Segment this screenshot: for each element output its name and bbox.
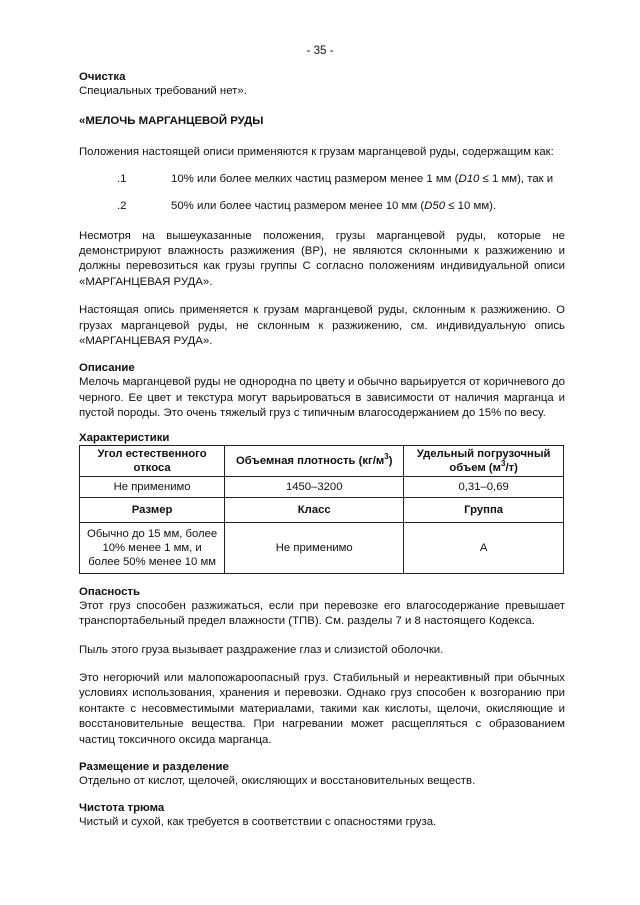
table-header-cell: Угол естественного откоса: [80, 445, 225, 476]
cleaning-heading: Очистка: [79, 71, 126, 83]
table-header-cell: Объемная плотность $(кг/м^3)$: [225, 445, 404, 476]
characteristics-table: [79, 445, 564, 574]
table-header-cell: Удельный погрузочный объем $(м^3/т)$: [404, 445, 564, 476]
list-item: [79, 172, 565, 187]
section-title: «МЕЛОЧЬ МАРГАНЦЕВОЙ РУДЫ: [79, 115, 264, 128]
table-header-row: [80, 497, 564, 522]
hazard-heading: Опасность: [79, 585, 141, 598]
description-heading: Описание: [79, 362, 135, 375]
table-cell: Не применимо: [80, 476, 225, 497]
table-header-cell: Класс: [225, 497, 404, 522]
page-number: - 35 -: [306, 45, 334, 57]
document-body: [79, 71, 565, 831]
table-cell: 1450–3200: [225, 476, 404, 497]
hold-cleanliness-text: Чистый и сухой, как требуется в соответствии с опасностями груза.: [79, 816, 437, 829]
table-row: [80, 522, 564, 573]
list-item-number: .1: [117, 172, 127, 185]
list-item-number: .2: [117, 200, 127, 213]
hazard-text-2: Пыль этого груза вызывает раздражение глаз и слизистой оболочки.: [79, 643, 444, 656]
list-item-text: 10% или более мелких частиц размером менее 1 мм (D10 ≤ 1 мм), так и: [171, 172, 554, 185]
cleaning-text: Специальных требований нет».: [79, 85, 247, 97]
table-header-row: [80, 445, 564, 476]
table-cell: А: [404, 522, 564, 573]
description-text: Мелочь марганцевой руды не однородна по цвету и обычно варьируется от коричневого до черного. Ее цвет и текстура могут варьироваться в зависимости от наличия марганца и пустой породы. Это очень тяжелый груз с типичным влагосодержанием до 15% по весу.: [79, 376, 565, 420]
stowage-text: Отдельно от кислот, щелочей, окисляющих и восстановительных веществ.: [79, 774, 476, 787]
table-cell: 0,31–0,69: [404, 476, 564, 497]
hold-cleanliness-heading: Чистота трюма: [79, 802, 165, 815]
characteristics-heading: Характеристики: [79, 431, 170, 444]
list-item: [79, 199, 565, 214]
paragraph-notwithstanding: Несмотря на вышеуказанные положения, грузы марганцевой руды, которые не демонстрируют влажность разжижения (ВР), не являются склонными к разжижению и должны перевозиться как грузы группы С согласно положениям индивидуальной описи «МАРГАНЦЕВАЯ РУДА».: [79, 229, 565, 288]
paragraph-applicability: Настоящая опись применяется к грузам марганцевой руды, склонным к разжижению. О грузах марганцевой руды, не склонным к разжижению, см. индивидуальную опись «МАРГАНЦЕВАЯ РУДА».: [79, 304, 565, 348]
table-header-cell: Размер: [80, 497, 225, 522]
table-row: [80, 476, 564, 497]
stowage-heading: Размещение и разделение: [79, 760, 229, 773]
hazard-text-3: Это негорючий или малопожароопасный груз. Стабильный и нереактивный при обычных условиях использования, хранения и перевозки. Однако груз способен к возгоранию при контакте с несовместимыми материалами, такими как кислоты, щелочи, окисляющие и восстановительные вещества. При нагревании может расщепляться с образованием частиц токсичного оксида марганца.: [79, 671, 565, 746]
intro-paragraph: Положения настоящей описи применяются к грузам марганцевой руды, содержащим как:: [79, 146, 554, 159]
table-cell: Обычно до 15 мм, более 10% менее 1 мм, и более 50% менее 10 мм: [80, 522, 225, 573]
table-header-cell: Группа: [404, 497, 564, 522]
list-item-text: 50% или более частиц размером менее 10 мм (D50 ≤ 10 мм).: [171, 200, 497, 213]
hazard-text-1: Этот груз способен разжижаться, если при перевозке его влагосодержание превышает транспортабельный предел влажности (ТПВ). См. разделы 7 и 8 настоящего Кодекса.: [79, 599, 565, 628]
table-cell: Не применимо: [225, 522, 404, 573]
